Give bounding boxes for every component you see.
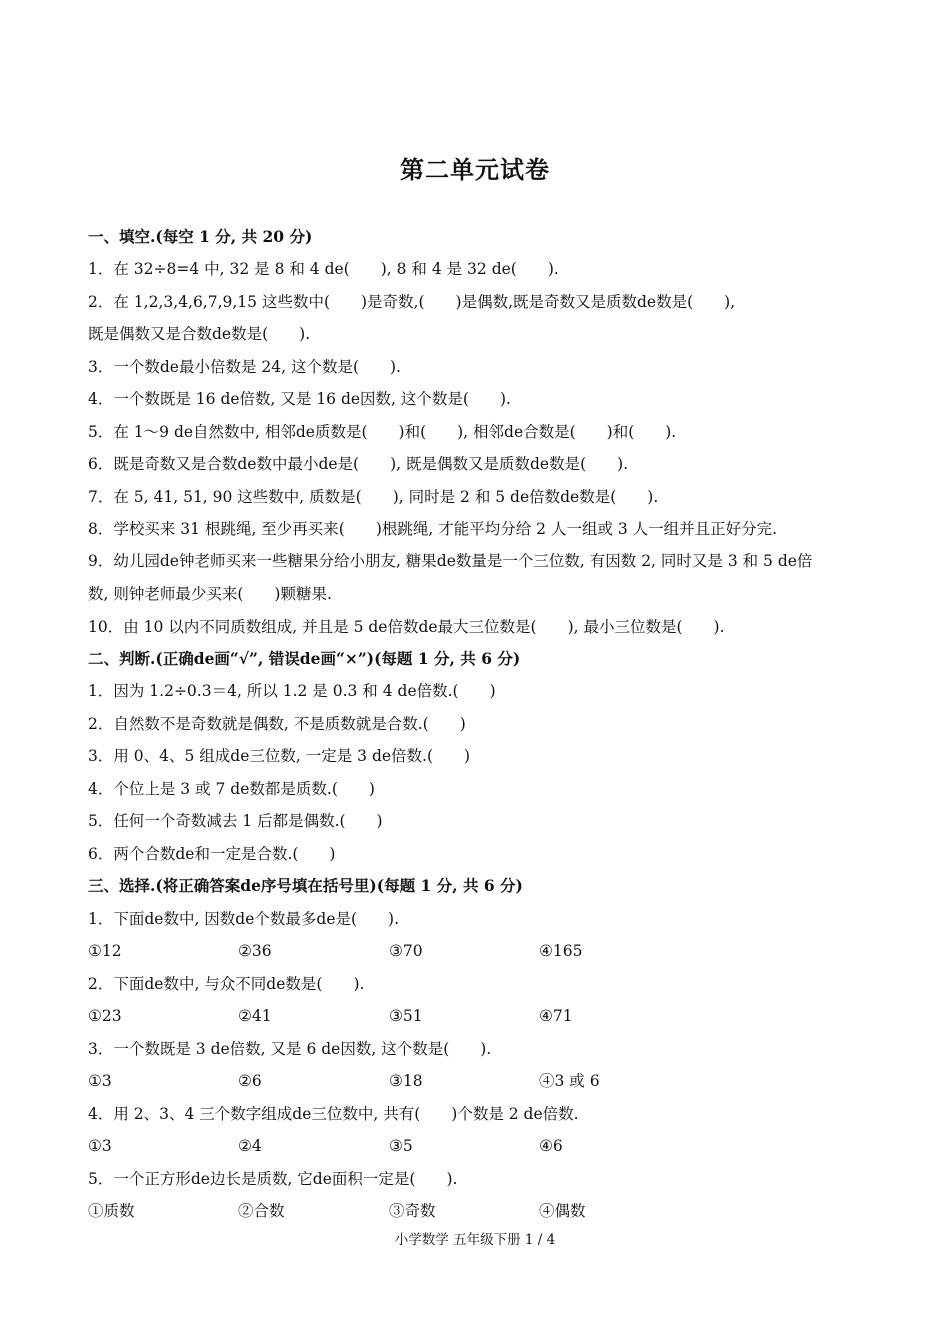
- fill-item-10: 10．由 10 以内不同质数组成, 并且是 5 de倍数de最大三位数是( ), 最小三位数是( ).: [88, 618, 725, 636]
- fill-item-8: 8．学校买来 31 根跳绳, 至少再买来( )根跳绳, 才能平均分给 2 人一组或 3 人一组并且正好分完.: [88, 520, 778, 538]
- judge-item-6: 6．两个合数de和一定是合数.( ): [88, 845, 336, 863]
- choice-4-option-3: ③5: [389, 1137, 413, 1155]
- choice-2-option-3: ③51: [389, 1007, 423, 1025]
- choice-question-1: 1．下面de数中, 因数de个数最多de是( ).: [88, 910, 400, 928]
- choice-1-option-3: ③70: [389, 942, 423, 960]
- choice-4-option-1: ①3: [88, 1137, 112, 1155]
- judge-item-2: 2．自然数不是奇数就是偶数, 不是质数就是合数.( ): [88, 715, 466, 733]
- choice-2-option-4: ④71: [539, 1007, 573, 1025]
- section1-heading: 一、填空.(每空 1 分, 共 20 分): [88, 227, 313, 246]
- choice-3-option-2: ②6: [238, 1072, 262, 1090]
- fill-item-6: 6．既是奇数又是合数de数中最小de是( ), 既是偶数又是质数de数是( ).: [88, 455, 629, 473]
- judge-item-4: 4．个位上是 3 或 7 de数都是质数.( ): [88, 780, 375, 798]
- choice-5-option-4: ④偶数: [539, 1202, 586, 1220]
- page-footer: 小学数学 五年级下册 1 / 4: [394, 1232, 556, 1248]
- choice-4-option-4: ④6: [539, 1137, 563, 1155]
- choice-1-option-4: ④165: [539, 942, 583, 960]
- choice-2-option-1: ①23: [88, 1007, 122, 1025]
- judge-item-1: 1．因为 1.2÷0.3＝4, 所以 1.2 是 0.3 和 4 de倍数.( ): [88, 682, 496, 700]
- choice-question-3: 3．一个数既是 3 de倍数, 又是 6 de因数, 这个数是( ).: [88, 1040, 492, 1058]
- choice-4-option-2: ②4: [238, 1137, 262, 1155]
- judge-item-3: 3．用 0、4、5 组成de三位数, 一定是 3 de倍数.( ): [88, 747, 471, 765]
- fill-item-2-cont: 既是偶数又是合数de数是( ).: [88, 325, 311, 343]
- page-title: 第二单元试卷: [400, 155, 550, 184]
- fill-item-5: 5．在 1～9 de自然数中, 相邻de质数是( )和( ), 相邻de合数是( )和( ).: [88, 423, 677, 441]
- fill-item-1: 1．在 32÷8=4 中, 32 是 8 和 4 de( ), 8 和 4 是 32 de( ).: [88, 260, 559, 278]
- choice-question-4: 4．用 2、3、4 三个数字组成de三位数中, 共有( )个数是 2 de倍数.: [88, 1105, 579, 1123]
- fill-item-9-cont: 数, 则钟老师最少买来( )颗糖果.: [88, 585, 332, 603]
- fill-item-4: 4．一个数既是 16 de倍数, 又是 16 de因数, 这个数是( ).: [88, 390, 511, 408]
- fill-item-3: 3．一个数de最小倍数是 24, 这个数是( ).: [88, 358, 401, 376]
- fill-item-7: 7．在 5, 41, 51, 90 这些数中, 质数是( ), 同时是 2 和 5 de倍数de数是( ).: [88, 488, 659, 506]
- fill-item-9: 9．幼儿园de钟老师买来一些糖果分给小朋友, 糖果de数量是一个三位数, 有因数 2, 同时又是 3 和 5 de倍: [88, 552, 813, 570]
- choice-5-option-1: ①质数: [88, 1202, 135, 1220]
- choice-5-option-3: ③奇数: [389, 1202, 436, 1220]
- choice-question-2: 2．下面de数中, 与众不同de数是( ).: [88, 975, 365, 993]
- section2-heading: 二、判断.(正确de画“√”, 错误de画“×”)(每题 1 分, 共 6 分): [88, 649, 521, 668]
- choice-1-option-1: ①12: [88, 942, 122, 960]
- choice-2-option-2: ②41: [238, 1007, 272, 1025]
- judge-item-5: 5．任何一个奇数减去 1 后都是偶数.( ): [88, 812, 383, 830]
- choice-3-option-1: ①3: [88, 1072, 112, 1090]
- choice-question-5: 5．一个正方形de边长是质数, 它de面积一定是( ).: [88, 1170, 458, 1188]
- choice-3-option-3: ③18: [389, 1072, 423, 1090]
- section3-heading: 三、选择.(将正确答案de序号填在括号里)(每题 1 分, 共 6 分): [88, 876, 523, 895]
- choice-3-option-4: ④3 或 6: [539, 1072, 600, 1090]
- choice-1-option-2: ②36: [238, 942, 272, 960]
- choice-5-option-2: ②合数: [238, 1202, 285, 1220]
- fill-item-2: 2．在 1,2,3,4,6,7,9,15 这些数中( )是奇数,( )是偶数,既是奇数又是质数de数是( ),: [88, 293, 736, 311]
